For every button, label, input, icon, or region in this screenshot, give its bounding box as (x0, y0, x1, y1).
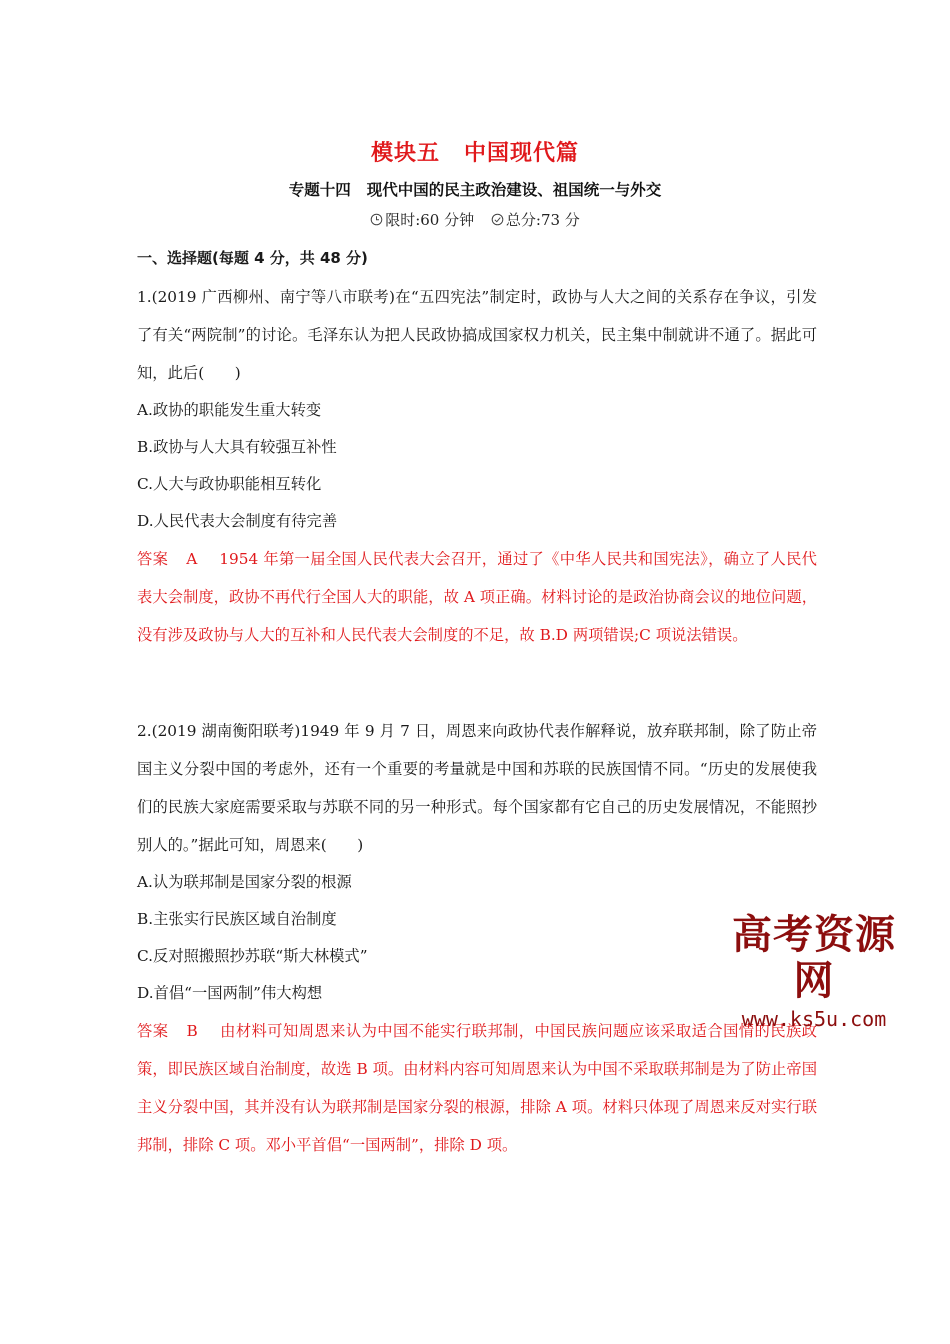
module-name: 中国现代篇 (464, 141, 580, 166)
answer-key: B (186, 1022, 198, 1040)
exam-meta (0, 209, 950, 230)
module-number: 模块五 (370, 141, 440, 166)
question-stem: 2.(2019 湖南衡阳联考)1949 年 9 月 7 日，周恩来向政协代表作解释说，放弃联邦制，除了防止帝国主义分裂中国的考虑外，还有一个重要的考量就是中国和苏联的民族国情不同。“历史的发展使我们的民族大家庭需要采取与苏联不同的另一种形式。每个国家都有它自己的历史发展情况，不能照抄别人的。”据此可知，周恩来( ) (137, 722, 817, 854)
time-limit (370, 209, 474, 230)
section-heading: 一、选择题(每题 4 分，共 48 分) (137, 249, 368, 267)
option-a: A.政协的职能发生重大转变 (137, 401, 322, 419)
question-stem: 1.(2019 广西柳州、南宁等八市联考)在“五四宪法”制定时，政协与人大之间的关系存在争议，引发了有关“两院制”的讨论。毛泽东认为把人民政协搞成国家权力机关，民主集中制就讲不通了。据此可知，此后( ) (137, 288, 817, 382)
option-b: B.主张实行民族区域自治制度 (137, 910, 337, 928)
explanation-text: 1954 年第一届全国人民代表大会召开，通过了《中华人民共和国宪法》，确立了人民代表大会制度，政协不再代行全国人大的职能，故 A 项正确。材料讨论的是政治协商会议的地位问题，没有涉及政协与人大的互补和人民代表大会制度的不足，故 B.D 两项错误;C 项说法错误。 (137, 550, 817, 644)
watermark-text: 高考资源网 (732, 911, 896, 1004)
option-d: D.首倡“一国两制”伟大构想 (137, 984, 323, 1002)
total-score-text: 总分:73 分 (505, 211, 580, 229)
topic-title (0, 178, 950, 200)
option-c: C.反对照搬照抄苏联“斯大林模式” (137, 947, 368, 965)
question-1 (137, 278, 817, 654)
module-title (0, 136, 950, 167)
answer-explanation (137, 1012, 817, 1164)
explanation-text: 由材料可知周恩来认为中国不能实行联邦制，中国民族问题应该采取适合国情的民族政策，即民族区域自治制度，故选 B 项。由材料内容可知周恩来认为中国不采取联邦制是为了防止帝国主义分裂中国，其并没有认为联邦制是国家分裂的根源，排除 A 项。材料只体现了周恩来反对实行联邦制，排除 C 项。邓小平首倡“一国两制”，排除 D 项。 (137, 1022, 817, 1154)
time-limit-text: 限时:60 分钟 (385, 211, 475, 229)
option-c: C.人大与政协职能相互转化 (137, 475, 322, 493)
option-a: A.认为联邦制是国家分裂的根源 (137, 873, 352, 891)
answer-key: A (186, 550, 198, 568)
option-b: B.政协与人大具有较强互补性 (137, 438, 337, 456)
topic-number: 专题十四 (288, 181, 351, 199)
option-d: D.人民代表大会制度有待完善 (137, 512, 338, 530)
watermark-url: www.ks5u.com (741, 1007, 887, 1031)
total-score (491, 209, 580, 230)
answer-label: 答案 (137, 550, 169, 568)
watermark-logo (714, 912, 914, 1032)
clock-icon (370, 213, 383, 226)
answer-explanation (137, 540, 817, 654)
answer-label: 答案 (137, 1022, 169, 1040)
topic-name: 现代中国的民主政治建设、祖国统一与外交 (366, 181, 662, 199)
check-circle-icon (491, 213, 504, 226)
